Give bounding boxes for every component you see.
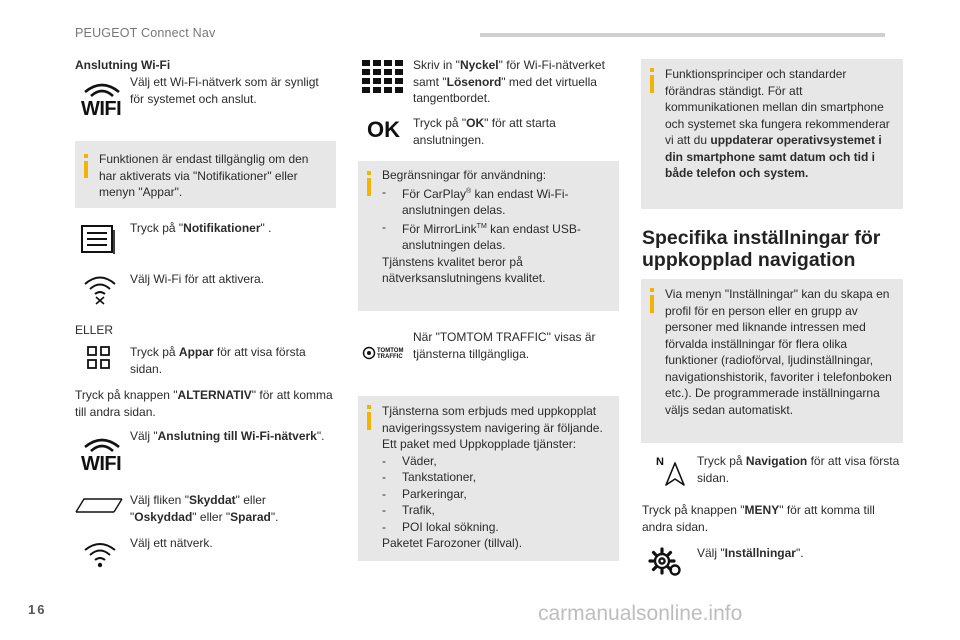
- text-bold: Skyddat: [188, 493, 236, 507]
- wifi-icon: [82, 435, 122, 455]
- navigation-north-icon: N: [656, 456, 664, 468]
- settings-gear-icon: [648, 545, 684, 579]
- text-sup: ®: [466, 187, 472, 195]
- list-item: [382, 219, 609, 254]
- tomtom-traffic-label: [377, 348, 403, 360]
- or-separator: ELLER: [75, 323, 114, 337]
- info-text: [382, 167, 609, 287]
- text-sup: TM: [476, 222, 487, 230]
- list-item: - Tankstationer,: [382, 469, 609, 486]
- text-part: TRAFFIC: [377, 354, 403, 360]
- text-part: Tryck på: [130, 345, 179, 359]
- wifi-label-icon: WIFI: [81, 453, 122, 475]
- text-part: " för Wi-Fi-nätverket samt ": [413, 58, 605, 89]
- wifi-toggle-icon: [82, 272, 118, 306]
- step-navigation: [697, 453, 902, 486]
- info-icon: [84, 161, 88, 178]
- text-part: ".: [270, 509, 279, 524]
- step-press-ok: [413, 115, 618, 148]
- text-part: TOMTOM: [377, 348, 404, 354]
- list-item: - Väder,: [382, 453, 609, 470]
- navigation-arrow-icon: [664, 461, 686, 487]
- step-choose-network: Välj ett nätverk.: [130, 536, 213, 550]
- info-icon: [367, 178, 371, 196]
- ok-icon: OK: [367, 117, 400, 142]
- info-icon: [650, 295, 654, 313]
- text-part: ".: [316, 429, 325, 443]
- text-bold: Sparad: [230, 509, 271, 524]
- text-part: Välj ": [130, 429, 158, 443]
- text-part: ".: [795, 546, 804, 560]
- info-box-services: [358, 396, 619, 561]
- info-text: Funktionen är endast tillgänglig om den har aktiverats via "Notifikationer" eller menyn "Appar".: [99, 152, 309, 199]
- step-select-tab: [130, 492, 335, 525]
- text-part: Tryck på ": [413, 116, 467, 130]
- info-icon: [367, 412, 371, 430]
- text-part: Skriv in ": [413, 58, 460, 72]
- step-notifications: [130, 220, 335, 237]
- watermark: carmanualsonline.info: [538, 602, 743, 625]
- page-number: 16: [28, 602, 47, 617]
- keyboard-icon: [362, 60, 404, 94]
- step-alternativ: [75, 387, 335, 420]
- limits-note: Tjänstens kvalitet beror på nätverksanslutningens kvalitet.: [382, 254, 546, 285]
- text-part: kan endast Wi-Fi-anslutningen delas.: [402, 186, 569, 217]
- limits-title: Begränsningar för användning:: [382, 168, 547, 182]
- list-item: - POI lokal sökning.: [382, 519, 609, 536]
- text-part: Välj ": [697, 546, 725, 560]
- text-part: Tryck på: [697, 454, 746, 468]
- text-part: kan endast USB-anslutningen delas.: [402, 221, 581, 252]
- section-heading-wifi: Anslutning Wi-Fi: [75, 58, 171, 72]
- info-box-limits: [358, 161, 619, 311]
- text-part: " för att komma till andra sidan.: [642, 503, 875, 534]
- info-box-smartphone: [641, 59, 903, 209]
- text-part: för att visa första sidan.: [130, 345, 306, 376]
- tab-icon: [74, 496, 124, 514]
- services-note: Paketet Farozoner (tillval).: [382, 536, 523, 550]
- text-part: Välj fliken ": [130, 493, 189, 507]
- text-part: " eller ": [192, 509, 231, 524]
- text-part: Tryck på knappen ": [75, 388, 178, 402]
- step-apps: [130, 344, 335, 377]
- step-activate-wifi: Välj Wi-Fi för att aktivera.: [130, 272, 265, 286]
- text-bold: Oskyddad: [134, 509, 193, 524]
- info-text: [665, 66, 893, 182]
- wifi-icon: [82, 80, 122, 100]
- list-item: - Parkeringar,: [382, 486, 609, 503]
- apps-icon: [86, 345, 112, 371]
- text-part: För MirrorLink: [402, 221, 477, 236]
- services-intro: Tjänsterna som erbjuds med uppkopplat navigeringssystem navigering är följande. Ett paket med Uppkopplade tjänster:: [382, 404, 603, 451]
- step-select-network: Välj ett Wi-Fi-nätverk som är synligt för systemet och anslut.: [130, 75, 319, 106]
- text-part: för att visa första sidan.: [697, 454, 900, 485]
- tomtom-logo-icon: [362, 346, 376, 360]
- text-part: För CarPlay: [402, 186, 467, 201]
- info-box-notifications: [75, 141, 336, 208]
- text-part: " .: [260, 221, 272, 235]
- text-part: " med det virtuella tangentbordet.: [413, 74, 597, 105]
- text-bold: Notifikationer: [183, 221, 261, 235]
- step-installningar: [697, 545, 902, 562]
- info-icon: [650, 75, 654, 93]
- info-box-profiles: [641, 279, 903, 443]
- step-enter-key: [413, 57, 618, 107]
- text-part: " för att starta anslutningen.: [413, 116, 556, 147]
- text-bold: Anslutning till Wi-Fi-nätverk: [157, 429, 317, 443]
- notifications-icon: [80, 224, 116, 256]
- step-wifi-connection: [130, 428, 335, 445]
- text-bold: Navigation: [745, 454, 808, 468]
- tomtom-info: När "TOMTOM TRAFFIC" visas är tjänsterna tillgängliga.: [413, 330, 596, 361]
- text-bold: MENY: [744, 503, 780, 517]
- section-heading-settings: Specifika inställningar för uppkopplad navigation: [642, 227, 881, 271]
- text-part: " för att komma till andra sidan.: [75, 388, 333, 419]
- list-item: [382, 184, 609, 219]
- text-bold: Inställningar: [724, 546, 796, 560]
- wifi-network-icon: [82, 540, 118, 568]
- step-meny: [642, 502, 904, 535]
- info-text: Via menyn "Inställningar" kan du skapa en profil för en person eller en grupp av personer med liknande intressen med förvalda inställningar för flera olika funktioner (radioförval, ljudinställningar, navigationshistorik, favoriter i telefonboken etc.). De programmerade inställningarna väljs sedan automatiskt.: [665, 287, 892, 417]
- text-bold: Appar: [178, 345, 214, 359]
- wifi-label-icon: WIFI: [81, 98, 122, 120]
- document-header: PEUGEOT Connect Nav: [75, 26, 216, 40]
- list-item: - Trafik,: [382, 502, 609, 519]
- text-part: Tryck på knappen ": [642, 503, 745, 517]
- text-bold: ALTERNATIV: [177, 388, 252, 402]
- text-part: " eller ": [130, 493, 266, 524]
- info-text: [382, 403, 609, 552]
- text-bold: Nyckel: [459, 58, 499, 72]
- text-bold: Lösenord: [446, 74, 502, 89]
- header-rule: [480, 33, 885, 37]
- text-part: Funktionsprinciper och standarder förändras ständigt. För att kommunikationen mellan din smartphone och systemet ska fungera rekommenderar vi att du: [665, 67, 890, 147]
- text-bold: uppdaterar operativsystemet i din smartphone samt datum och tid i både telefon och system.: [665, 133, 882, 180]
- text-bold: OK: [466, 116, 485, 130]
- text-part: Tryck på ": [130, 221, 184, 235]
